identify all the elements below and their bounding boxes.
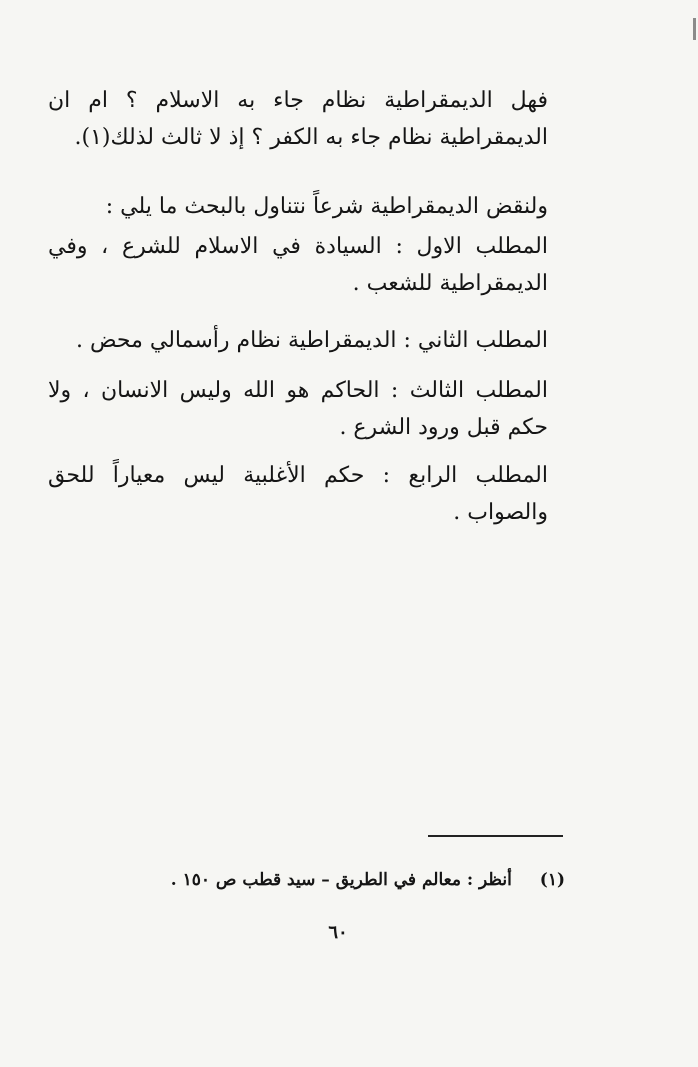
section-item-4: المطلب الرابع : حكم الأغلبية ليس معياراً للحق والصواب . xyxy=(48,463,548,525)
footnote-marker: (١) xyxy=(539,870,565,890)
paragraph-question: فهل الديمقراطية نظام جاء به الاسلام ؟ ام ان الديمقراطية نظام جاء به الكفر ؟ إذ لا ثالث لذلك(١). xyxy=(48,88,548,150)
footnote xyxy=(145,866,565,894)
scan-edge-mark xyxy=(693,18,696,40)
section-item-1: المطلب الاول : السيادة في الاسلام للشرع ، وفي الديمقراطية للشعب . xyxy=(48,234,548,296)
footnote-separator xyxy=(428,835,563,837)
page-number: ٦٠ xyxy=(328,922,348,943)
footnote-text: أنظر : معالم في الطريق – سيد قطب ص ١٥٠ . xyxy=(170,870,512,890)
section-item-2: المطلب الثاني : الديمقراطية نظام رأسمالي محض . xyxy=(75,328,548,353)
section-item-3: المطلب الثالث : الحاكم هو الله وليس الانسان ، ولا حكم قبل ورود الشرع . xyxy=(48,378,548,440)
paragraph-intro: ولنقض الديمقراطية شرعاً نتناول بالبحث ما يلي : xyxy=(105,194,548,219)
